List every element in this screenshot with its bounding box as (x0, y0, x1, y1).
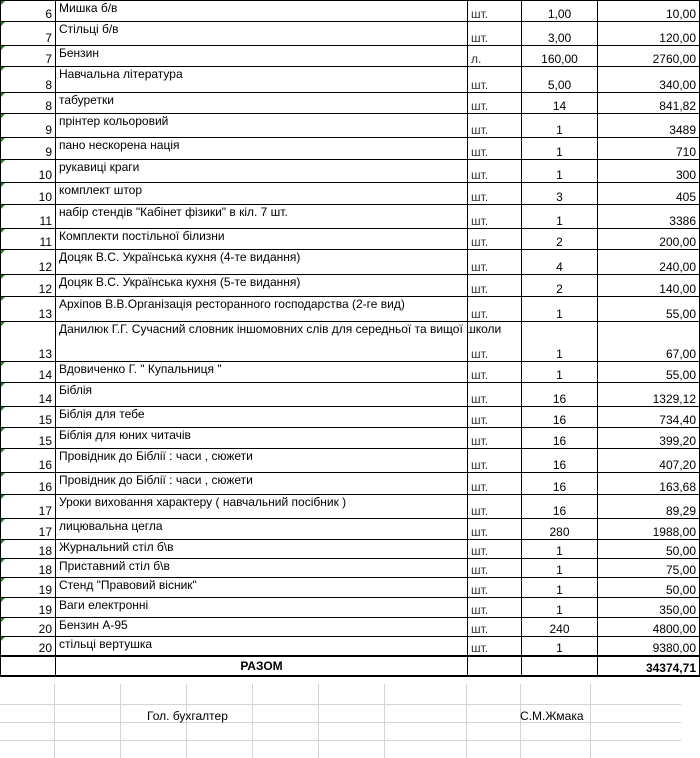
quantity-cell[interactable]: 1 (522, 160, 598, 183)
error-indicator-icon (1, 160, 5, 164)
unit-cell[interactable]: шт. (468, 250, 522, 275)
quantity-cell[interactable]: 2 (522, 229, 598, 250)
error-indicator-icon (1, 46, 5, 50)
amount-cell[interactable]: 120,00 (598, 22, 700, 46)
item-name-cell[interactable]: Бензин (56, 46, 468, 67)
row-number-cell[interactable]: 12 (1, 250, 56, 275)
table-row (1, 637, 700, 656)
total-num-cell[interactable] (1, 656, 56, 676)
table-row (1, 428, 700, 449)
table-row (1, 407, 700, 428)
unit-cell[interactable]: шт. (468, 637, 522, 656)
error-indicator-icon (1, 383, 5, 387)
quantity-cell[interactable]: 3,00 (522, 22, 598, 46)
row-number-cell[interactable]: 19 (1, 598, 56, 618)
amount-cell[interactable]: 340,00 (598, 67, 700, 93)
amount-cell[interactable]: 240,00 (598, 250, 700, 275)
row-number-cell[interactable]: 8 (1, 67, 56, 93)
amount-cell[interactable]: 2760,00 (598, 46, 700, 67)
row-number-cell[interactable]: 10 (1, 183, 56, 205)
error-indicator-icon (1, 93, 5, 97)
unit-cell[interactable]: шт. (468, 67, 522, 93)
total-unit-cell[interactable] (468, 656, 522, 676)
row-number-cell[interactable]: 14 (1, 362, 56, 383)
grid-col (252, 684, 253, 758)
total-sum[interactable]: 34374,71 (598, 656, 700, 676)
error-indicator-icon (1, 407, 5, 411)
error-indicator-icon (1, 297, 5, 301)
grid-col (384, 684, 385, 758)
table-row (1, 22, 700, 46)
table-row (1, 46, 700, 67)
error-indicator-icon (1, 449, 5, 453)
table-row (1, 540, 700, 559)
amount-cell[interactable]: 140,00 (598, 275, 700, 297)
quantity-cell[interactable]: 1,00 (522, 1, 598, 22)
quantity-cell[interactable]: 16 (522, 407, 598, 428)
item-name-cell[interactable]: Стільці б/в (56, 22, 468, 46)
error-indicator-icon (1, 362, 5, 366)
error-indicator-icon (1, 275, 5, 279)
amount-cell[interactable]: 55,00 (598, 362, 700, 383)
item-name-cell[interactable]: лицювальна цегла (56, 519, 468, 540)
unit-cell[interactable]: шт. (468, 598, 522, 618)
table-row (1, 449, 700, 473)
item-name-cell[interactable]: Біблія для юних читачів (56, 428, 468, 449)
row-number-cell[interactable]: 16 (1, 449, 56, 473)
accountant-role: Гол. бухгалтер (147, 709, 228, 723)
amount-cell[interactable]: 9380,00 (598, 637, 700, 656)
error-indicator-icon (1, 598, 5, 602)
row-number-cell[interactable]: 6 (1, 1, 56, 22)
item-name-cell[interactable]: Доцяк В.С. Українська кухня (5-те видання) (56, 275, 468, 297)
item-name-cell[interactable]: Данилюк Г.Г. Сучасний словник іншомовних слів для середньої та вищої школи (56, 322, 468, 362)
item-name-cell[interactable]: набір стендів "Кабінет фізики" в кіл. 7 шт. (56, 205, 468, 229)
row-number-cell[interactable]: 15 (1, 428, 56, 449)
total-qty-cell[interactable] (522, 656, 598, 676)
amount-cell[interactable]: 3489 (598, 114, 700, 138)
table-row (1, 275, 700, 297)
amount-cell[interactable]: 10,00 (598, 1, 700, 22)
amount-cell[interactable]: 4800,00 (598, 618, 700, 637)
error-indicator-icon (1, 540, 5, 544)
item-name-cell[interactable]: Біблія (56, 383, 468, 407)
amount-cell[interactable]: 163,68 (598, 473, 700, 495)
unit-cell[interactable]: шт. (468, 407, 522, 428)
error-indicator-icon (1, 559, 5, 563)
error-indicator-icon (1, 578, 5, 582)
item-name-cell[interactable]: табуретки (56, 93, 468, 114)
item-name-cell[interactable]: пано нескорена нація (56, 138, 468, 160)
item-name-cell[interactable]: Журнальний стіл б\в (56, 540, 468, 559)
row-number-cell[interactable]: 20 (1, 618, 56, 637)
unit-cell[interactable]: шт. (468, 495, 522, 519)
table-row (1, 160, 700, 183)
unit-cell[interactable]: шт. (468, 540, 522, 559)
amount-cell[interactable]: 300 (598, 160, 700, 183)
error-indicator-icon (1, 22, 5, 26)
error-indicator-icon (1, 67, 5, 71)
amount-cell[interactable]: 710 (598, 138, 700, 160)
unit-cell[interactable]: л. (468, 46, 522, 67)
table-row (1, 495, 700, 519)
amount-cell[interactable]: 75,00 (598, 559, 700, 578)
total-row (1, 656, 700, 676)
table-row (1, 473, 700, 495)
item-name-cell[interactable]: рукавиці краги (56, 160, 468, 183)
row-number-cell[interactable]: 12 (1, 275, 56, 297)
quantity-cell[interactable]: 4 (522, 250, 598, 275)
table-row (1, 322, 700, 362)
quantity-cell[interactable]: 16 (522, 449, 598, 473)
quantity-cell[interactable]: 1 (522, 322, 598, 362)
table-row (1, 598, 700, 618)
unit-cell[interactable]: шт. (468, 114, 522, 138)
amount-cell[interactable]: 1988,00 (598, 519, 700, 540)
error-indicator-icon (1, 428, 5, 432)
grid-col (590, 684, 591, 758)
error-indicator-icon (1, 1, 5, 5)
unit-cell[interactable]: шт. (468, 205, 522, 229)
row-number-cell[interactable]: 11 (1, 229, 56, 250)
total-label[interactable]: РАЗОМ (56, 656, 468, 676)
quantity-cell[interactable]: 1 (522, 205, 598, 229)
row-number-cell[interactable]: 19 (1, 578, 56, 598)
item-name-cell[interactable]: Стенд "Правовий вісник" (56, 578, 468, 598)
unit-cell[interactable]: шт. (468, 618, 522, 637)
unit-cell[interactable]: шт. (468, 275, 522, 297)
row-number-cell[interactable]: 16 (1, 473, 56, 495)
row-number-cell[interactable]: 18 (1, 559, 56, 578)
unit-cell[interactable]: шт. (468, 22, 522, 46)
row-number-cell[interactable]: 15 (1, 407, 56, 428)
amount-cell[interactable]: 89,29 (598, 495, 700, 519)
row-number-cell[interactable]: 9 (1, 114, 56, 138)
error-indicator-icon (1, 138, 5, 142)
error-indicator-icon (1, 183, 5, 187)
unit-cell[interactable]: шт. (468, 1, 522, 22)
item-name-cell[interactable]: комплект штор (56, 183, 468, 205)
error-indicator-icon (1, 519, 5, 523)
row-number-cell[interactable]: 10 (1, 160, 56, 183)
quantity-cell[interactable]: 240 (522, 618, 598, 637)
item-name-cell[interactable]: Приставний стіл б\в (56, 559, 468, 578)
unit-cell[interactable]: шт. (468, 93, 522, 114)
item-name-cell[interactable]: Бензин А-95 (56, 618, 468, 637)
quantity-cell[interactable]: 1 (522, 559, 598, 578)
unit-cell[interactable]: шт. (468, 559, 522, 578)
row-number-cell[interactable]: 17 (1, 519, 56, 540)
row-number-cell[interactable]: 17 (1, 495, 56, 519)
table-row (1, 383, 700, 407)
quantity-cell[interactable]: 160,00 (522, 46, 598, 67)
error-indicator-icon (1, 618, 5, 622)
amount-cell[interactable]: 734,40 (598, 407, 700, 428)
item-name-cell[interactable]: Навчальна література (56, 67, 468, 93)
quantity-cell[interactable]: 16 (522, 495, 598, 519)
unit-cell[interactable]: шт. (468, 473, 522, 495)
item-name-cell[interactable]: Провідник до Біблії : часи , сюжети (56, 449, 468, 473)
amount-cell[interactable]: 407,20 (598, 449, 700, 473)
unit-cell[interactable]: шт. (468, 297, 522, 322)
table-row (1, 519, 700, 540)
quantity-cell[interactable]: 1 (522, 637, 598, 656)
table-row (1, 93, 700, 114)
accountant-name: С.М.Жмака (520, 709, 584, 723)
row-number-cell[interactable]: 18 (1, 540, 56, 559)
table-row (1, 578, 700, 598)
grid-col (318, 684, 319, 758)
error-indicator-icon (1, 229, 5, 233)
row-number-cell[interactable]: 13 (1, 297, 56, 322)
quantity-cell[interactable]: 2 (522, 275, 598, 297)
amount-cell[interactable]: 841,82 (598, 93, 700, 114)
row-number-cell[interactable]: 20 (1, 637, 56, 656)
grid-col (466, 684, 467, 758)
row-number-cell[interactable]: 7 (1, 46, 56, 67)
quantity-cell[interactable]: 14 (522, 93, 598, 114)
item-name-cell[interactable]: Ваги електронні (56, 598, 468, 618)
row-number-cell[interactable]: 7 (1, 22, 56, 46)
error-indicator-icon (1, 495, 5, 499)
quantity-cell[interactable]: 3 (522, 183, 598, 205)
error-indicator-icon (1, 205, 5, 209)
error-indicator-icon (1, 473, 5, 477)
item-name-cell[interactable]: прінтер кольоровий (56, 114, 468, 138)
row-number-cell[interactable]: 11 (1, 205, 56, 229)
table-row (1, 618, 700, 637)
quantity-cell[interactable]: 280 (522, 519, 598, 540)
item-name-cell[interactable]: Вдовиченко Г. " Купальниця " (56, 362, 468, 383)
item-name-cell[interactable]: Мишка б/в (56, 1, 468, 22)
table-row (1, 362, 700, 383)
item-name-cell[interactable]: Архіпов В.В.Організація ресторанного господарства (2-ге вид) (56, 297, 468, 322)
row-number-cell[interactable]: 14 (1, 383, 56, 407)
table-row (1, 183, 700, 205)
quantity-cell[interactable]: 5,00 (522, 67, 598, 93)
unit-cell[interactable]: шт. (468, 578, 522, 598)
unit-cell[interactable]: шт. (468, 322, 522, 362)
quantity-cell[interactable]: 1 (522, 138, 598, 160)
item-name-cell[interactable]: стільці вертушка (56, 637, 468, 656)
unit-cell[interactable]: шт. (468, 229, 522, 250)
amount-cell[interactable]: 50,00 (598, 540, 700, 559)
table-row (1, 1, 700, 22)
table-row (1, 559, 700, 578)
item-name-cell[interactable]: Провідник до Біблії : часи , сюжети (56, 473, 468, 495)
unit-cell[interactable]: шт. (468, 183, 522, 205)
quantity-cell[interactable]: 1 (522, 598, 598, 618)
item-name-cell[interactable]: Доцяк В.С. Українська кухня (4-те видання) (56, 250, 468, 275)
unit-cell[interactable]: шт. (468, 138, 522, 160)
amount-cell[interactable]: 350,00 (598, 598, 700, 618)
table-row (1, 67, 700, 93)
table-body (1, 1, 700, 656)
quantity-cell[interactable]: 1 (522, 540, 598, 559)
amount-cell[interactable]: 67,00 (598, 322, 700, 362)
unit-cell[interactable]: шт. (468, 383, 522, 407)
quantity-cell[interactable]: 1 (522, 114, 598, 138)
unit-cell[interactable]: шт. (468, 160, 522, 183)
table-row (1, 229, 700, 250)
footer-area (0, 684, 681, 758)
unit-cell[interactable]: шт. (468, 449, 522, 473)
table-row (1, 138, 700, 160)
quantity-cell[interactable]: 16 (522, 473, 598, 495)
quantity-cell[interactable]: 1 (522, 362, 598, 383)
row-number-cell[interactable]: 9 (1, 138, 56, 160)
quantity-cell[interactable]: 16 (522, 428, 598, 449)
grid-line (0, 740, 681, 741)
amount-cell[interactable]: 3386 (598, 205, 700, 229)
item-name-cell[interactable]: Біблія для тебе (56, 407, 468, 428)
quantity-cell[interactable]: 1 (522, 297, 598, 322)
table-row (1, 297, 700, 322)
row-number-cell[interactable]: 13 (1, 322, 56, 362)
amount-cell[interactable]: 50,00 (598, 578, 700, 598)
item-name-cell[interactable]: Уроки виховання характеру ( навчальний посібник ) (56, 495, 468, 519)
table-row (1, 114, 700, 138)
amount-cell[interactable]: 405 (598, 183, 700, 205)
unit-cell[interactable]: шт. (468, 519, 522, 540)
error-indicator-icon (1, 114, 5, 118)
table-row (1, 250, 700, 275)
grid-line (0, 704, 681, 705)
item-name-cell[interactable]: Комплекти постільної білизни (56, 229, 468, 250)
unit-cell[interactable]: шт. (468, 362, 522, 383)
error-indicator-icon (1, 250, 5, 254)
quantity-cell[interactable]: 1 (522, 578, 598, 598)
grid-col (54, 684, 55, 758)
table-row (1, 205, 700, 229)
amount-cell[interactable]: 1329,12 (598, 383, 700, 407)
amount-cell[interactable]: 200,00 (598, 229, 700, 250)
grid-col (120, 684, 121, 758)
amount-cell[interactable]: 399,20 (598, 428, 700, 449)
error-indicator-icon (1, 322, 5, 326)
unit-cell[interactable]: шт. (468, 428, 522, 449)
quantity-cell[interactable]: 16 (522, 383, 598, 407)
amount-cell[interactable]: 55,00 (598, 297, 700, 322)
row-number-cell[interactable]: 8 (1, 93, 56, 114)
error-indicator-icon (1, 637, 5, 641)
